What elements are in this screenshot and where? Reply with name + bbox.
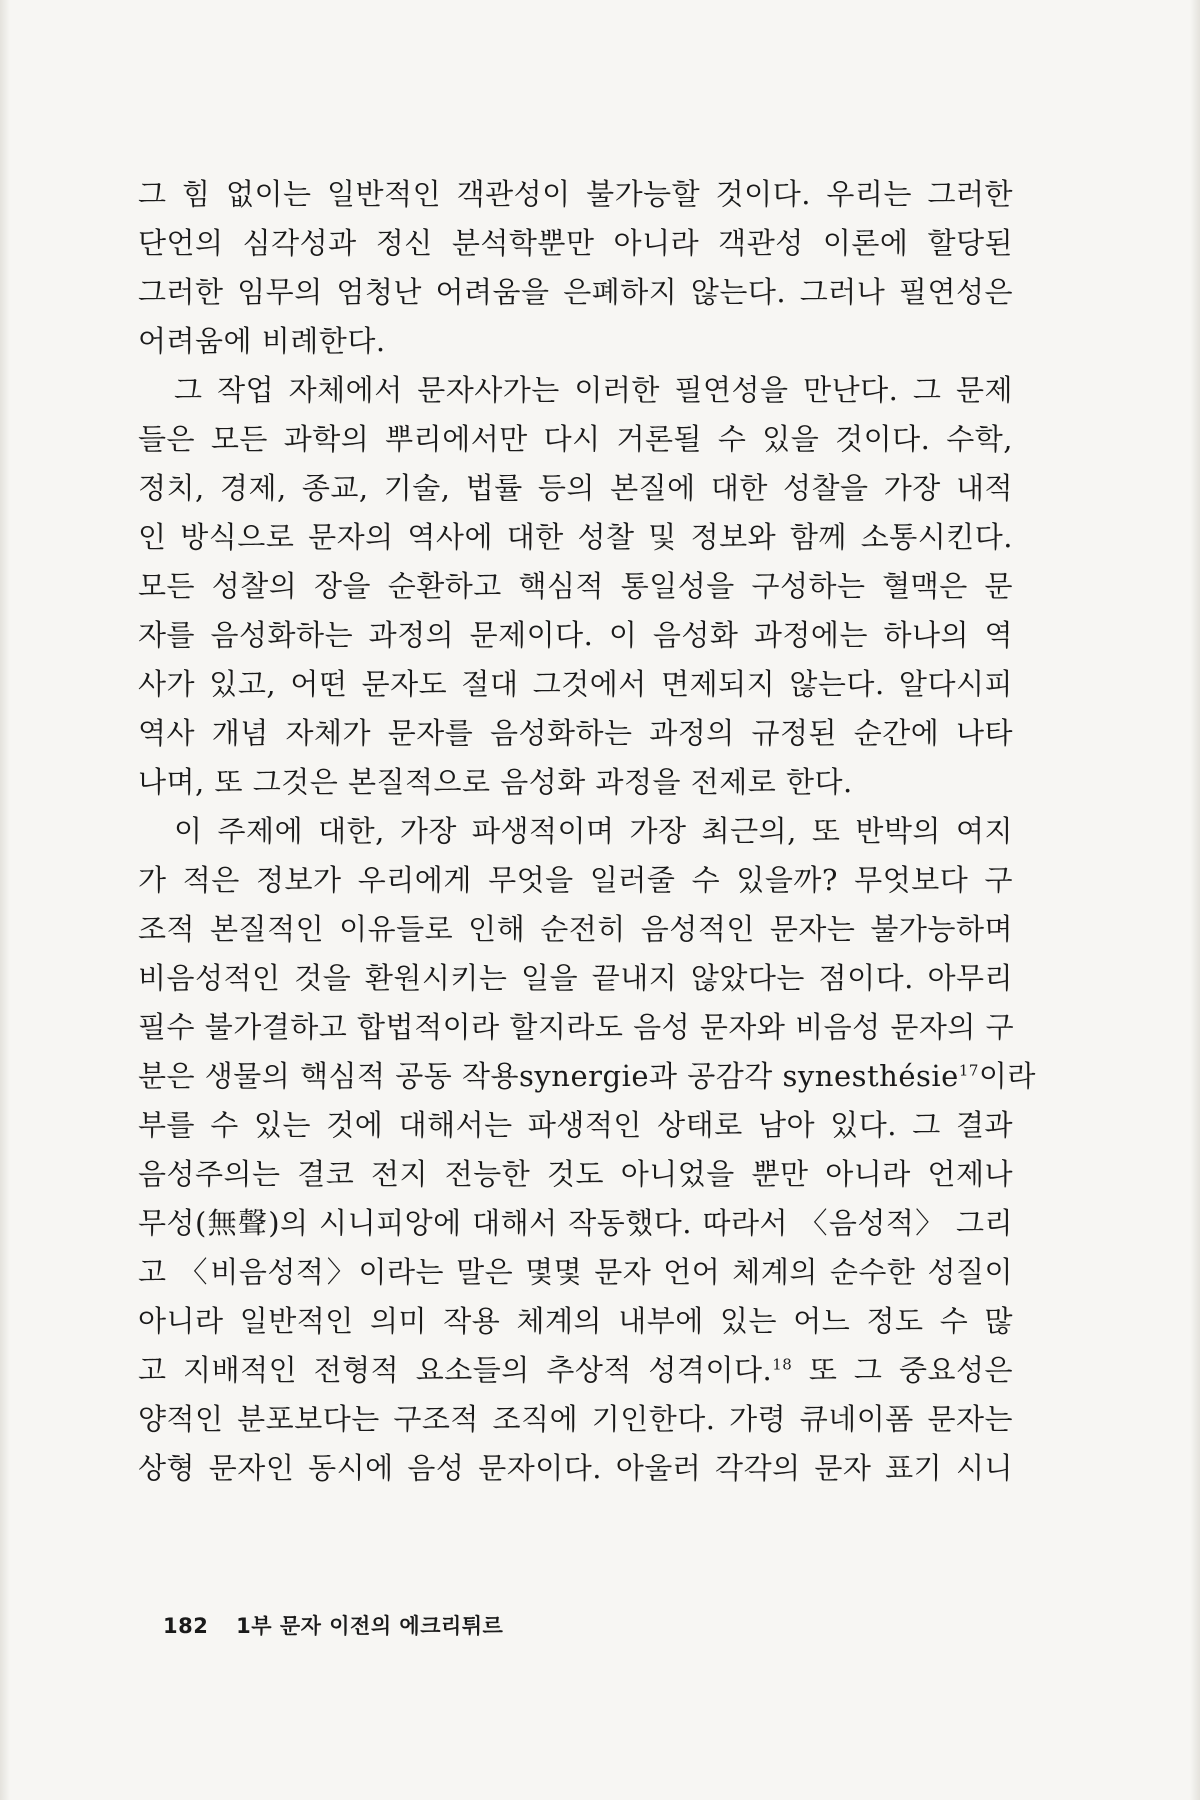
text-line: 상형 문자인 동시에 음성 문자이다. 아울러 각각의 문자 표기 시니 (138, 1451, 1013, 1485)
scan-shadow-right (1190, 0, 1200, 1800)
text-line: 부를 수 있는 것에 대해서는 파생적인 상태로 남아 있다. 그 결과 (138, 1108, 1013, 1142)
text-line-with-footnote (138, 1346, 1013, 1395)
text-line: 인 방식으로 문자의 역사에 대한 성찰 및 정보와 함께 소통시킨다. (138, 520, 1013, 554)
text-line: 정치, 경제, 종교, 기술, 법률 등의 본질에 대한 성찰을 가장 내적 (138, 471, 1013, 505)
text-line: 아니라 일반적인 의미 작용 체계의 내부에 있는 어느 정도 수 많 (138, 1304, 1013, 1338)
text-line: 자를 음성화하는 과정의 문제이다. 이 음성화 과정에는 하나의 역 (138, 618, 1013, 652)
text-line: 사가 있고, 어떤 문자도 절대 그것에서 면제되지 않는다. 알다시피 (138, 667, 1013, 701)
text-line: 나며, 또 그것은 본질적으로 음성화 과정을 전제로 한다. (138, 765, 853, 799)
line-text-continued: 또 그 중요성은 (792, 1353, 1014, 1387)
text-line: 그 힘 없이는 일반적인 객관성이 불가능할 것이다. 우리는 그러한 (138, 177, 1013, 211)
text-line: 음성주의는 결코 전지 전능한 것도 아니었을 뿐만 아니라 언제나 (138, 1157, 1013, 1191)
body-text (138, 170, 1036, 1493)
text-line: 고 〈비음성적〉이라는 말은 몇몇 문자 언어 체계의 순수한 성질이 (138, 1255, 1013, 1289)
footnote-marker: 17 (958, 1061, 979, 1080)
text-line: 그러한 임무의 엄청난 어려움을 은폐하지 않는다. 그러나 필연성은 (138, 275, 1013, 309)
text-line: 양적인 분포보다는 구조적 조직에 기인한다. 가령 큐네이폼 문자는 (138, 1402, 1013, 1436)
page-footer (163, 1610, 503, 1640)
line-text: 분은 생물의 핵심적 공동 작용synergie과 공감각 synesthésie (138, 1059, 959, 1093)
text-line: 들은 모든 과학의 뿌리에서만 다시 거론될 수 있을 것이다. 수학, (138, 422, 1013, 456)
line-text-continued: 이라 (978, 1059, 1036, 1093)
line-text: 고 지배적인 전형적 요소들의 추상적 성격이다. (138, 1353, 773, 1387)
page-number: 182 (163, 1614, 209, 1638)
text-line: 모든 성찰의 장을 순환하고 핵심적 통일성을 구성하는 혈맥은 문 (138, 569, 1013, 603)
text-line: 비음성적인 것을 환원시키는 일을 끝내지 않았다는 점이다. 아무리 (138, 961, 1013, 995)
footnote-marker: 18 (772, 1355, 793, 1374)
text-line: 무성(無聲)의 시니피앙에 대해서 작동했다. 따라서 〈음성적〉 그리 (138, 1206, 1013, 1240)
text-line: 그 작업 자체에서 문자사가는 이러한 필연성을 만난다. 그 문제 (174, 373, 1013, 407)
text-line: 단언의 심각성과 정신 분석학뿐만 아니라 객관성 이론에 할당된 (138, 226, 1013, 260)
text-line: 이 주제에 대한, 가장 파생적이며 가장 최근의, 또 반박의 여지 (174, 814, 1013, 848)
text-line: 가 적은 정보가 우리에게 무엇을 일러줄 수 있을까? 무엇보다 구 (138, 863, 1013, 897)
text-line: 조적 본질적인 이유들로 인해 순전히 음성적인 문자는 불가능하며 (138, 912, 1013, 946)
running-title: 1부 문자 이전의 에크리튀르 (236, 1614, 504, 1638)
text-line: 어려움에 비례한다. (138, 324, 386, 358)
scan-shadow-left (0, 0, 10, 1800)
text-line: 역사 개념 자체가 문자를 음성화하는 과정의 규정된 순간에 나타 (138, 716, 1013, 750)
text-line-with-footnote (138, 1052, 1036, 1101)
text-line: 필수 불가결하고 합법적이라 할지라도 음성 문자와 비음성 문자의 구 (138, 1010, 1015, 1044)
